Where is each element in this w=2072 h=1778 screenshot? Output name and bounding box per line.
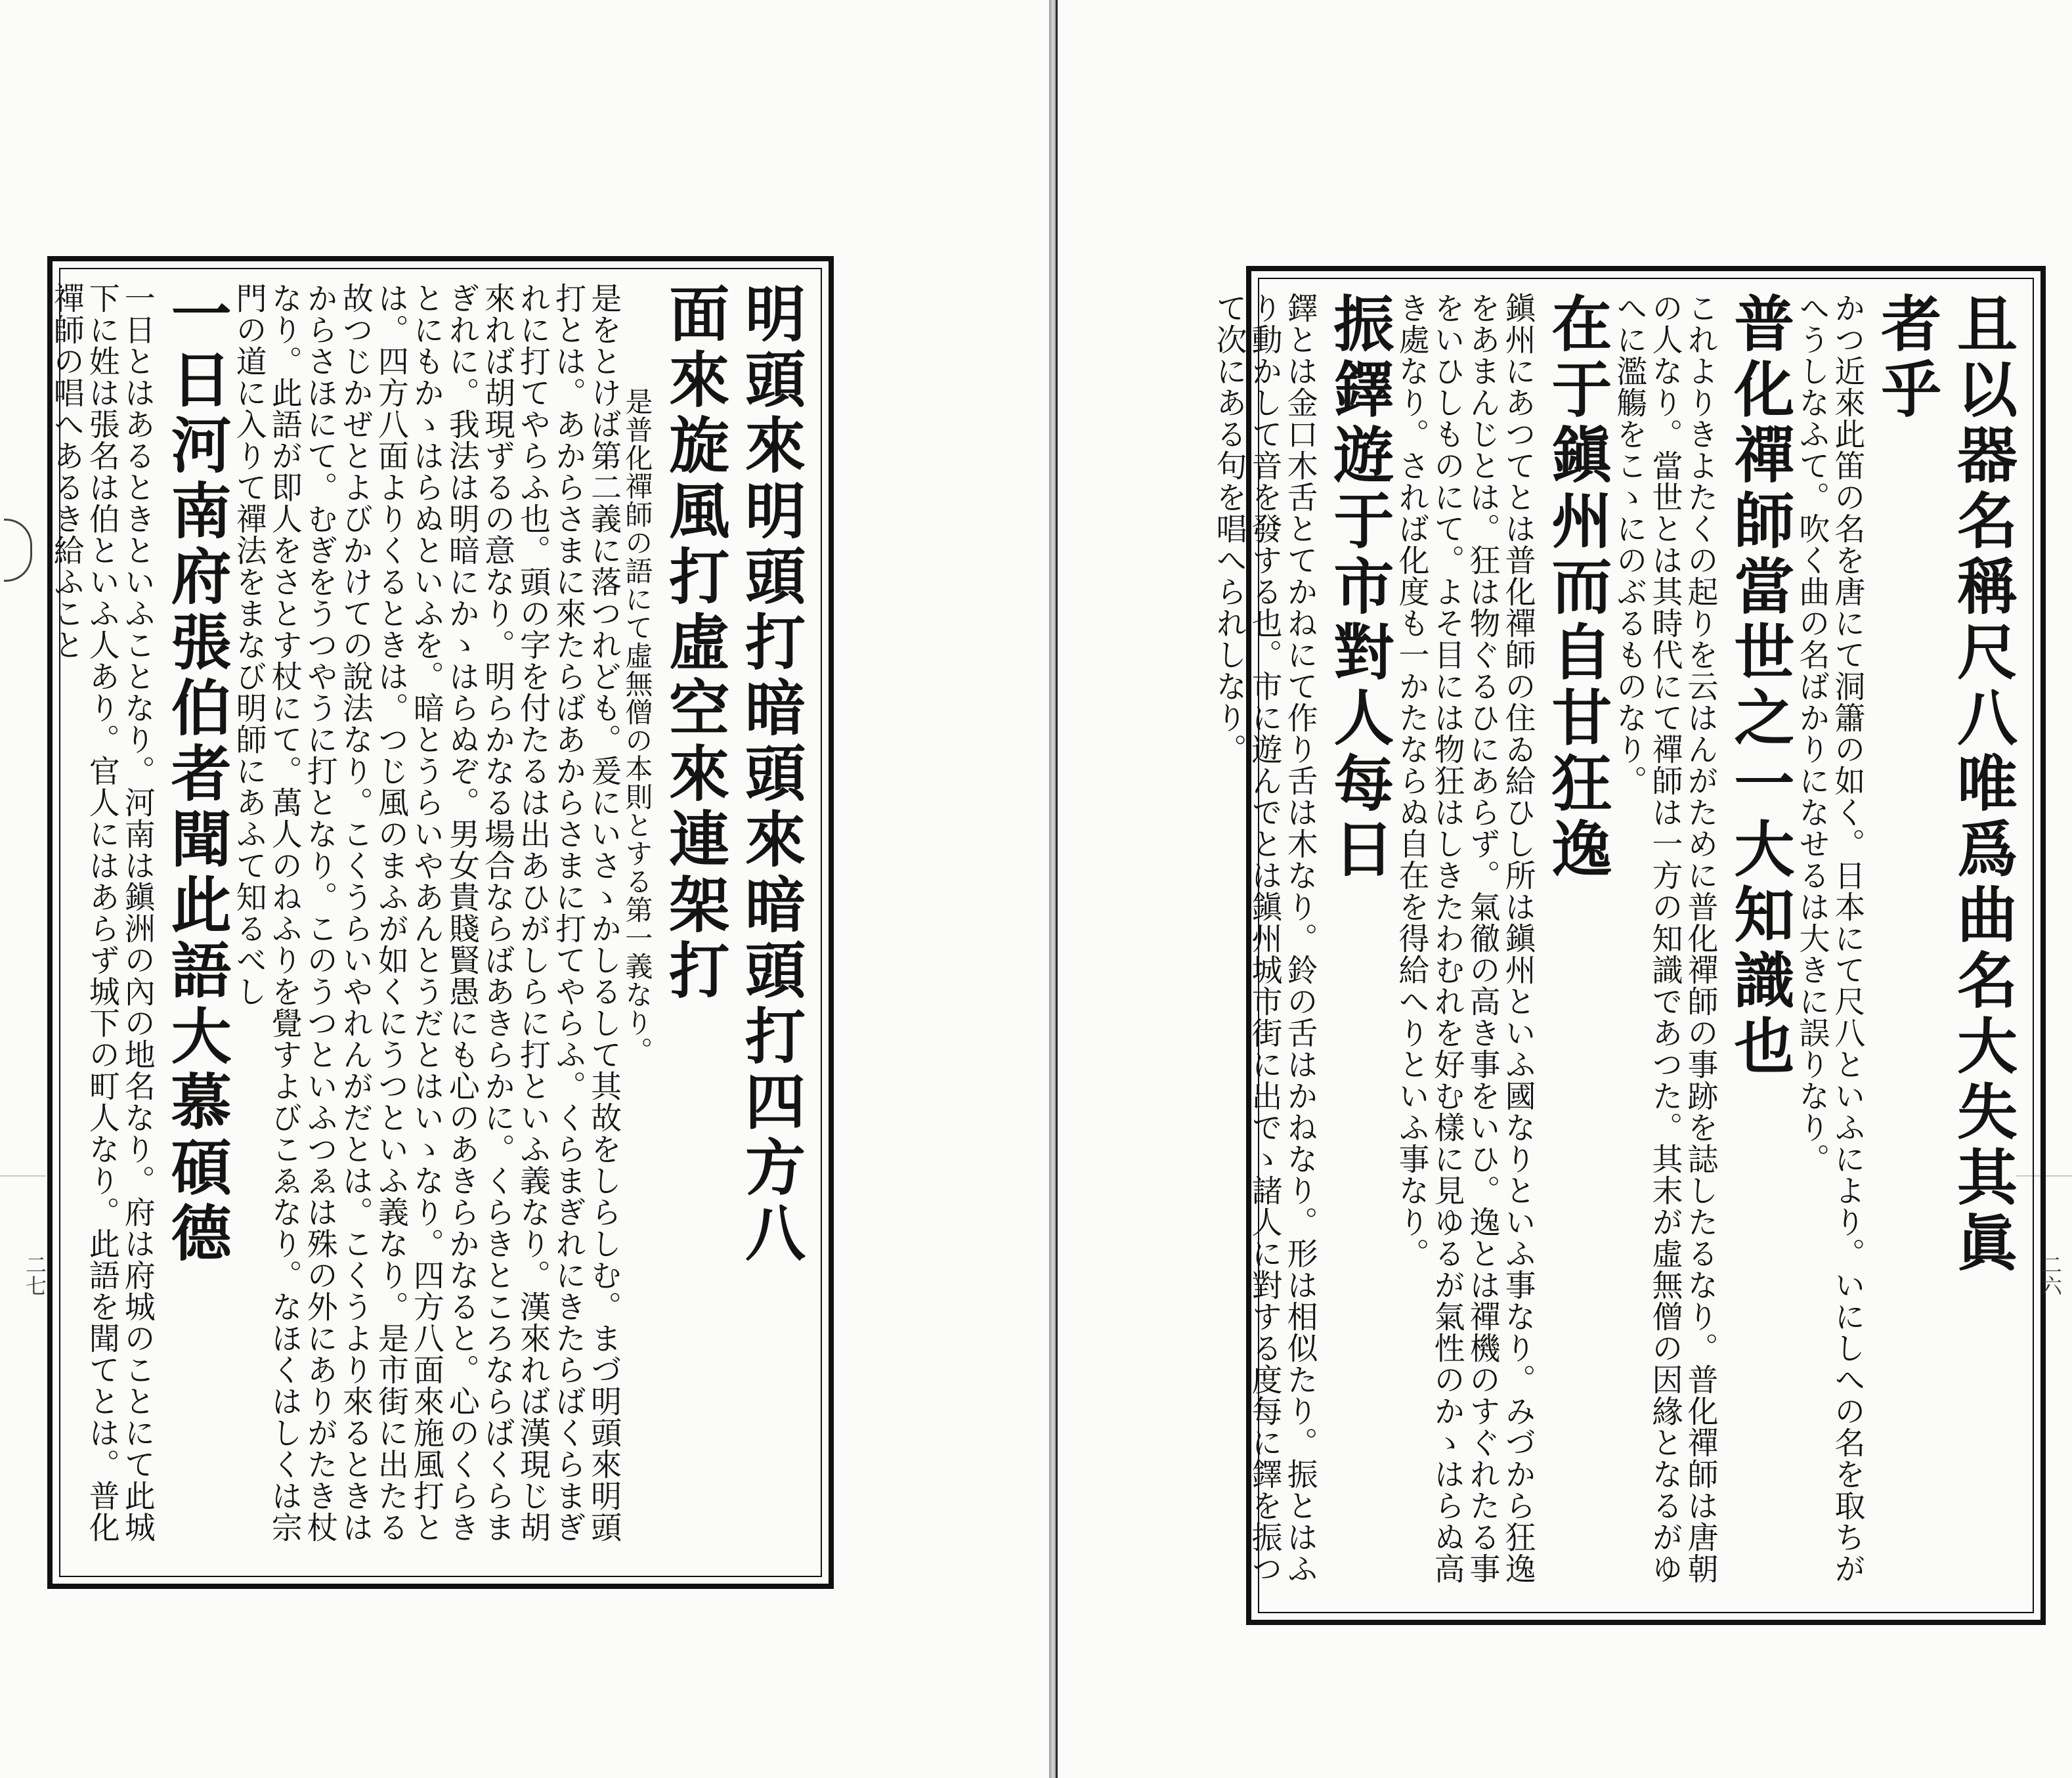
verse-heading: 且以器名稱尺八唯爲曲名大失其眞 — [1947, 292, 2018, 1277]
right-page-inner-frame — [1211, 278, 2034, 1613]
commentary-paragraph: 鎭州にあつてとは普化禪師の住ゐ給ひし所は鎭州といふ國なりといふ事なり。みづから狂逸をあまんじとは。狂は物ぐるひにあらず。氣徹の高き事をいひ。逸とは禪機のすぐれたる事をいひしものにて。よそ目には物狂はしきたわむれを好む樣に見ゆるが氣性のかゝはらぬ高き處なり。されば化度も一かたならぬ自在を得給へりといふ事なり。 — [1393, 292, 1536, 1584]
binding-tab-mark — [4, 519, 32, 582]
verse-heading: 面來旋風打虛空來連架打 — [659, 282, 731, 1005]
verse-heading: 在于鎭州而自甘狂逸 — [1542, 292, 1613, 883]
verse-heading: 者乎 — [1871, 292, 1943, 423]
commentary-paragraph: これよりきよたくの起りを云はんがために普化禪師の事跡を誌したるなり。普化禪師は唐朝の人なり。當世とは其時代にて禪師は一方の知識であつた。其末が虛無僧の因緣となるがゆへに濫觴をこゝにのぶるものなり。 — [1611, 292, 1719, 1584]
left-page-text — [48, 282, 806, 1563]
page-number-right: 二六 — [2038, 1254, 2063, 1296]
verse-heading: 普化禪師當世之一大知識也 — [1724, 292, 1796, 1080]
commentary-note: 是普化禪師の語にて虛無僧の本則とする第一義なり。 — [621, 387, 654, 1065]
left-page-frame — [47, 256, 834, 1589]
page-crease — [0, 1175, 46, 1177]
commentary-paragraph: 是をとけば第二義に落つれども。爰にいさゝかしるして其故をしらしむ。まづ明頭來明頭打とは。あからさまに來たらばあからさまに打てやらふ。くらまぎれにきたらばくらまぎれに打てやらふ也。頭の字を付たるは出あひがしらに打といふ義なり。漢來れば漢現じ胡來れば胡現ずるの意なり。明らかなる場合ならばあきらかに。くらきところならばくらまぎれに。我法は明暗にかゝはらぬぞ。男女貴賤賢愚にも心のあきらかなると。心のくらきとにもかゝはらぬといふを。暗とうらいやあんとうだとはいゝなり。四方八面來施風打とは。四方八面よりくるときは。つじ風のまふが如くにうつといふ義なり。是市街に出たる故つじかぜとよびかけての說法なり。こくうらいやれんがだとは。こくうより來るときはからさほにて。むぎをうつやうに打となり。このうつといふつゑは殊の外にありがたき杖なり。此語が即人をさとす杖にて。萬人のねふりを覺すよびこゑなり。なほくはしくは宗門の道に入りて禪法をまなび明師にあふて知るべし — [230, 282, 622, 1543]
verse-heading: 振鐸遊于市對人每日 — [1324, 292, 1395, 883]
verse-heading: 明頭來明頭打暗頭來暗頭打四方八 — [735, 282, 806, 1267]
commentary-paragraph: かつ近來此笛の名を唐にて洞簫の如く。日本にて尺八といふにより。いにしへの名を取ちがへうしなふて。吹く曲の名ばかりになせるは大きに誤りなり。 — [1794, 292, 1866, 1584]
right-page-frame — [1211, 266, 2046, 1625]
right-page-text — [1211, 292, 2018, 1599]
page-number-left: 二七 — [22, 1254, 47, 1296]
verse-heading: 一日河南府張伯者聞此語大慕碩德 — [161, 282, 232, 1267]
left-page-inner-frame — [48, 268, 822, 1577]
commentary-paragraph: 鐸とは金口木舌とてかねにて作り舌は木なり。鈴の舌はかねなり。形は相似たり。振とはふり動かして音を發する也。市に遊んでとは鎭州城市街に出でゝ諸人に對する度每に鐸を振つて次にある句を唱へられしなり。 — [1211, 292, 1318, 1584]
commentary-paragraph: 一日とはあるときといふことなり。河南は鎭洲の內の地名なり。府は府城のことにて此城下に姓は張名は伯といふ人あり。官人にはあらず城下の町人なり。此語を聞てとは。普化禪師の唱へあるき給ふこと — [48, 282, 156, 1543]
